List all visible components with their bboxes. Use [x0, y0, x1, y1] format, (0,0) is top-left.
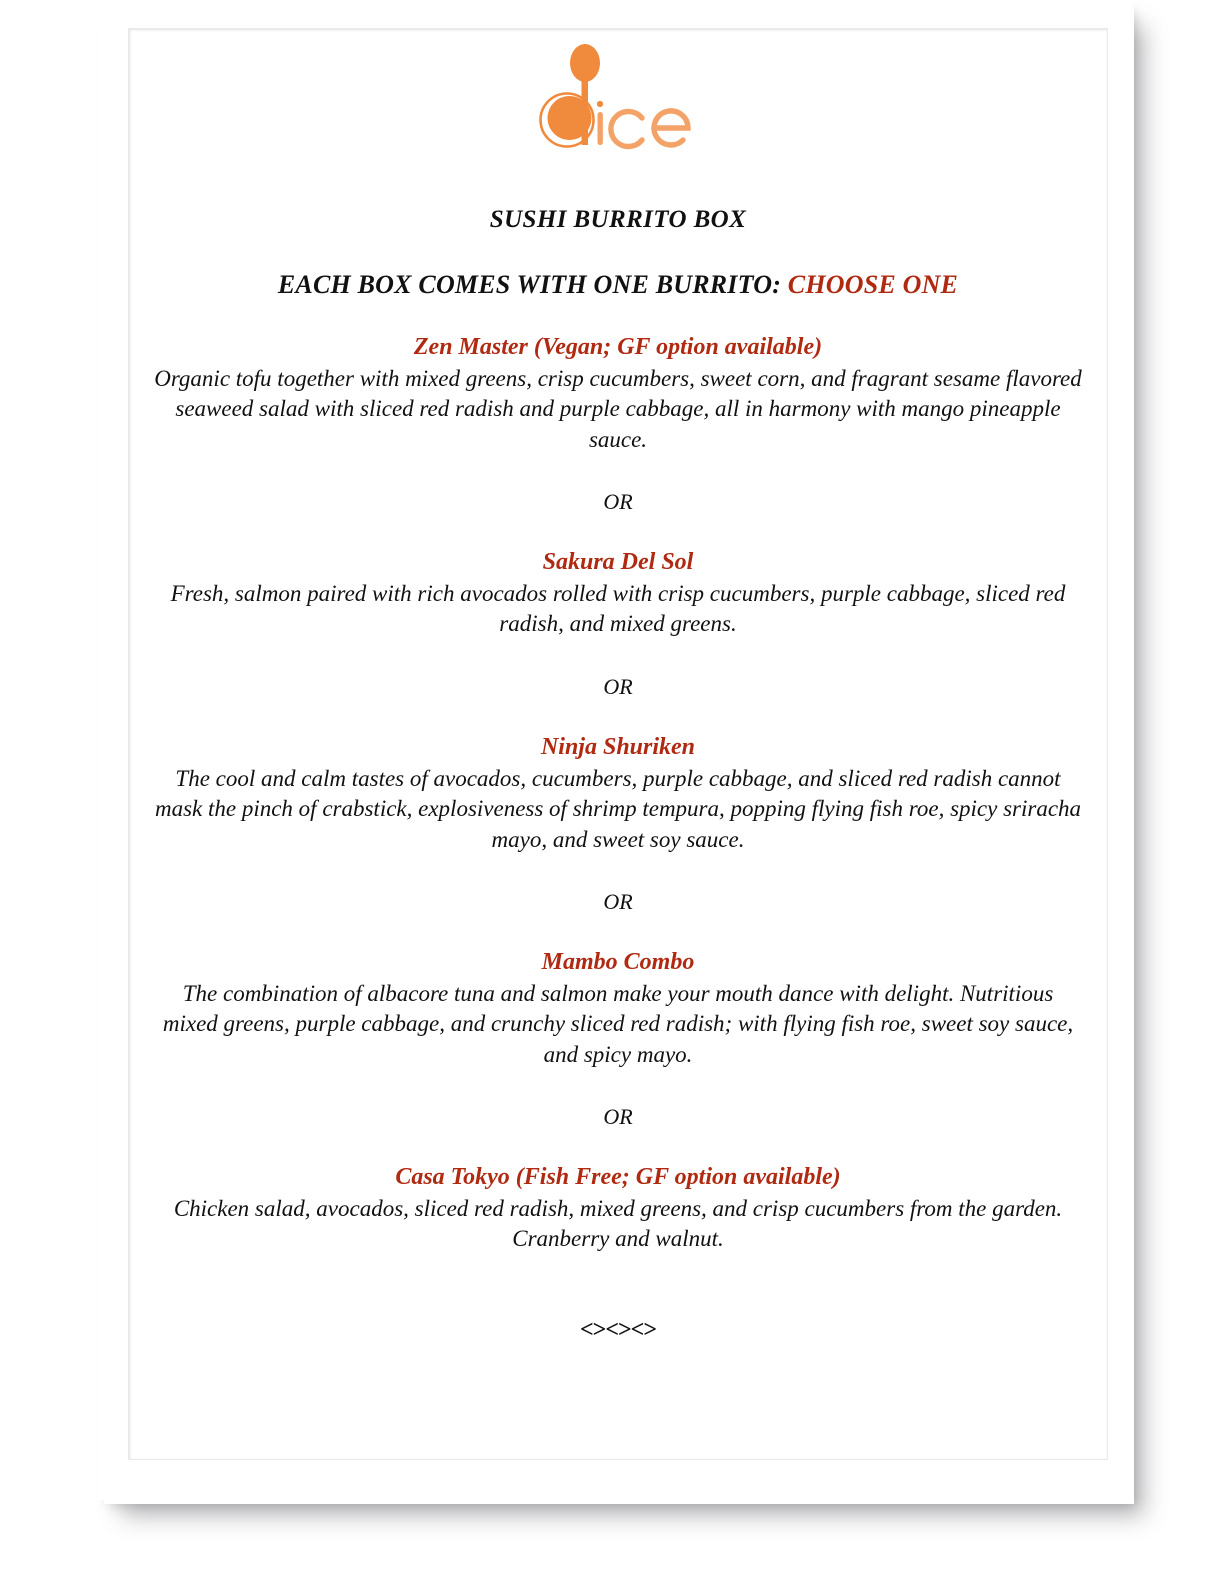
logo-container	[146, 42, 1090, 164]
menu-item-description: The combination of albacore tuna and salmon make your mouth dance with delight. Nutritious mixed greens, purple cabbage, and crunchy sliced red radish; with flying fish roe, sweet soy sauce, and spicy mayo.	[162, 980, 1074, 1067]
menu-item-name: Mambo Combo	[541, 948, 695, 975]
subtitle-plain-text: EACH BOX COMES WITH ONE BURRITO:	[277, 270, 782, 299]
menu-item	[146, 734, 1090, 855]
page-title: SUSHI BURRITO BOX	[489, 206, 747, 233]
menu-item-name: Zen Master (Vegan; GF option available)	[413, 334, 823, 360]
menu-item-description: The cool and calm tastes of avocados, cucumbers, purple cabbage, and sliced red radish cannot mask the pinch of crabstick, explosiveness of shrimp tempura, popping flying fish roe, spicy sriracha mayo, and sweet soy sauce.	[154, 765, 1082, 852]
menu-item	[146, 334, 1090, 455]
menu-item-name: Ninja Shuriken	[540, 733, 696, 760]
menu-item-name: Casa Tokyo (Fish Free; GF option available)	[395, 1163, 841, 1190]
menu-item	[146, 549, 1090, 640]
or-separator: OR	[603, 888, 633, 914]
menu-item-description: Chicken salad, avocados, sliced red radish, mixed greens, and crisp cucumbers from the garden. Cranberry and walnut.	[173, 1195, 1063, 1252]
menu-content	[128, 28, 1108, 1460]
menu-item-name: Sakura Del Sol	[542, 549, 694, 576]
or-separator: OR	[603, 673, 633, 699]
or-separator: OR	[603, 1103, 633, 1129]
subtitle	[146, 270, 1090, 300]
menu-item	[146, 1164, 1090, 1255]
or-separator: OR	[603, 489, 633, 515]
subtitle-accent-text: CHOOSE ONE	[787, 270, 959, 299]
footer-ornament: <><><>	[579, 1316, 657, 1343]
dice-logo	[538, 42, 698, 160]
menu-item	[146, 949, 1090, 1070]
menu-item-description: Organic tofu together with mixed greens, crisp cucumbers, sweet corn, and fragrant sesame flavored seaweed salad with sliced red radish and purple cabbage, all in harmony with mango pineapple sauce.	[154, 366, 1082, 452]
menu-item-description: Fresh, salmon paired with rich avocados rolled with crisp cucumbers, purple cabbage, sliced red radish, and mixed greens.	[170, 581, 1066, 637]
